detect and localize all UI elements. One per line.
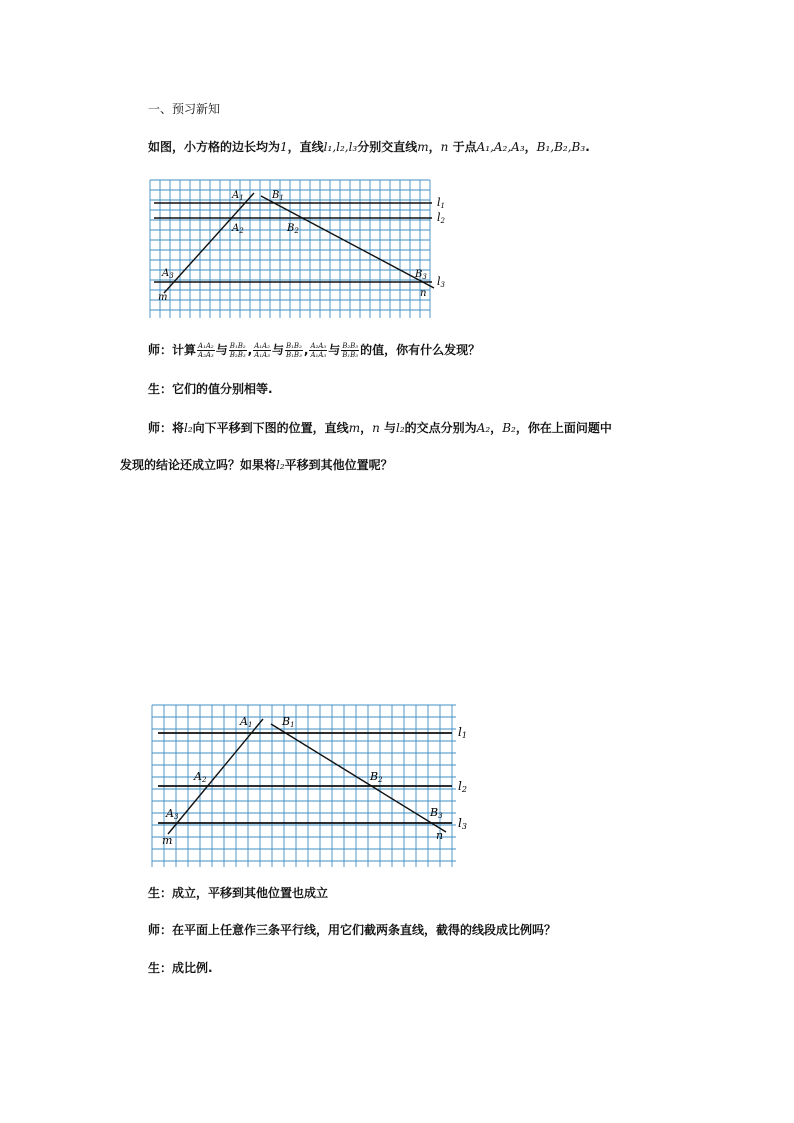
label-a3: A3 [166, 807, 179, 821]
fraction-2: $\frac{\text{B₁B₂}}{\text{B₂B₃}}$ [229, 342, 246, 359]
t2-comma: ， [490, 421, 503, 435]
teacher-question-2-line-1 [148, 420, 612, 436]
teacher1-suffix: 的值，你有什么发现？ [360, 343, 481, 357]
label-a1: A1 [240, 715, 253, 729]
t2-n: n [372, 421, 380, 435]
yu: 与 [328, 343, 341, 357]
t2-comma: ， [360, 421, 373, 435]
label-l2: l2 [437, 211, 445, 225]
label-a3: $A_3$ [162, 268, 174, 280]
fraction-6: $\frac{\text{B₂B₃}}{\text{B₁B₃}}$ [342, 342, 359, 359]
line-m [164, 193, 254, 293]
fraction-1: $\frac{\text{A₁A₂}}{\text{A₂A₃}}$ [198, 342, 214, 359]
label-l1: l1 [458, 725, 467, 740]
label-b2: B2 [370, 770, 383, 784]
intro-m: m [417, 140, 429, 154]
intro-text: 于点 [448, 140, 477, 154]
yu: 与 [271, 343, 284, 357]
intro-comma: ， [524, 140, 537, 154]
yu: 与 [215, 343, 228, 357]
label-m: m [158, 292, 168, 303]
label-l1: l1 [437, 196, 445, 210]
figure-1 [148, 180, 444, 318]
intro-comma: ， [428, 140, 441, 154]
label-b3: B3 [430, 806, 443, 820]
label-m: m [162, 834, 173, 847]
label-l2: l2 [458, 779, 467, 794]
sep: , [247, 343, 253, 357]
label-b2: $B_2$ [287, 223, 299, 235]
teacher-question-3: 师：在平面上任意作三条平行线，用它们截两条直线，截得的线段成比例吗？ [148, 923, 557, 937]
intro-paragraph [148, 139, 590, 155]
line-n [271, 724, 446, 832]
line-m [168, 719, 263, 834]
t2-text: 师：将 [148, 421, 185, 435]
label-a1: $A_1$ [232, 190, 244, 202]
sep: , [303, 343, 309, 357]
grid-1 [150, 180, 430, 318]
intro-a-points: A₁,A₂,A₃ [476, 140, 525, 154]
section-title: 一、预习新知 [148, 102, 221, 116]
teacher1-prefix: 师：计算 [148, 343, 197, 357]
fraction-5: $\frac{\text{A₂A₃}}{\text{A₁A₃}}$ [310, 342, 327, 359]
label-n: n [420, 288, 427, 299]
t2-text: 平移到其他位置呢？ [284, 458, 393, 472]
intro-text: 如图，小方格的边长均为 [148, 140, 281, 154]
t2-text: 与 [379, 421, 397, 435]
t2-a2: A₂ [476, 421, 491, 435]
label-a2: A2 [194, 770, 207, 784]
intro-text: 分别交直线 [357, 140, 418, 154]
label-b1: B1 [282, 715, 295, 729]
student-answer-2: 生：成立，平移到其他位置也成立 [148, 886, 329, 900]
figure-2 [150, 705, 480, 867]
t2-text: ，你在上面问题中 [515, 421, 612, 435]
t2-l2: l₂ [396, 421, 405, 435]
label-a2: $A_2$ [232, 223, 244, 235]
label-b1: $B_1$ [272, 190, 284, 202]
label-l3: l3 [437, 275, 445, 289]
student-answer-3: 生：成比例. [148, 961, 213, 975]
intro-b-points: B₁,B₂,B₃ [536, 140, 586, 154]
fraction-3: $\frac{\text{A₁A₂}}{\text{A₁A₃}}$ [254, 342, 270, 359]
t2-b2: B₂ [502, 421, 516, 435]
t2-l2: l₂ [276, 458, 285, 472]
t2-l2: l₂ [184, 421, 193, 435]
student-answer-1: 生：它们的值分别相等. [148, 382, 273, 396]
intro-one: 1 [280, 140, 288, 154]
t2-text: 的交点分别为 [404, 421, 477, 435]
label-n: n [436, 829, 444, 842]
intro-tail: . [585, 140, 590, 154]
intro-text: ，直线 [287, 140, 324, 154]
t2-text: 发现的结论还成立吗？如果将 [120, 458, 277, 472]
teacher-question-1 [148, 336, 480, 364]
t2-text: 向下平移到下图的位置，直线 [192, 421, 349, 435]
label-b3: $B_3$ [415, 269, 427, 281]
t2-m: m [348, 421, 361, 435]
teacher-question-2-line-2 [120, 457, 393, 473]
label-l3: l3 [458, 816, 467, 831]
intro-n: n [440, 140, 449, 154]
fraction-4: $\frac{\text{B₁B₂}}{\text{B₁B₃}}$ [285, 342, 302, 359]
intro-lines: l₁,l₂,l₃ [323, 140, 358, 154]
